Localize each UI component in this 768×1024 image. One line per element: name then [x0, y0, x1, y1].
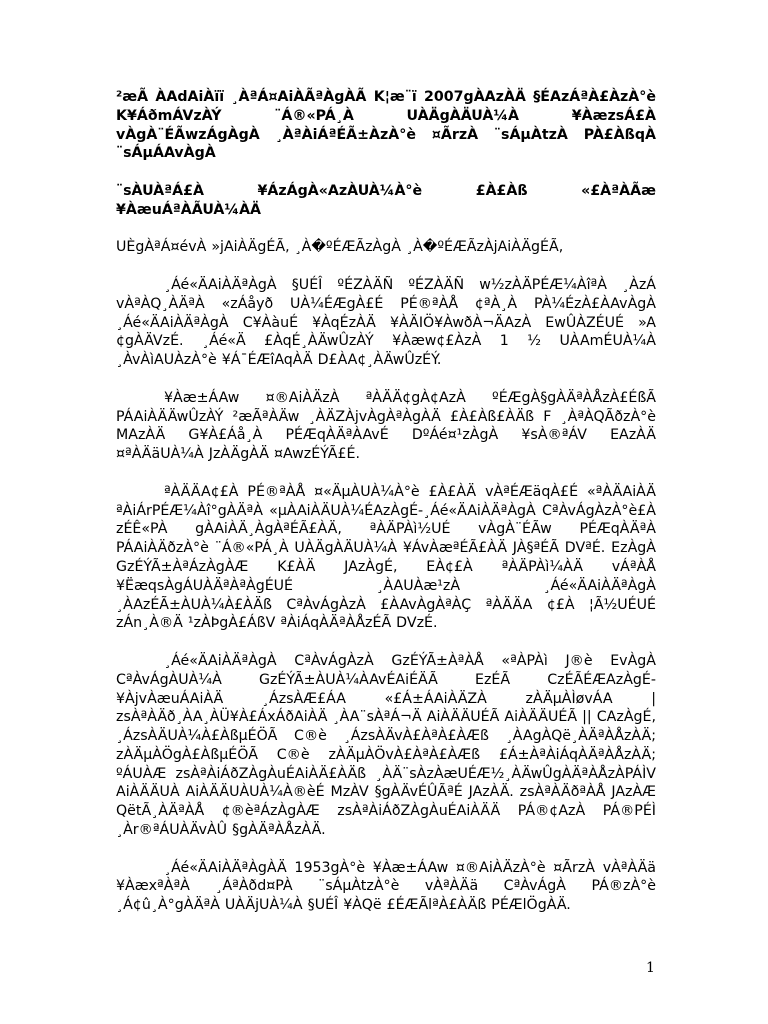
body-paragraph-5: ¸Áé«ÄAiÀÄªÀgÀÄ 1953gÀ°è ¥Àæ±ÁAw ¤®AiÀÄzÀ°è ¤ÃrzÀ vÀªÀÄä ¥ÀæxªÀªÀ ¸ÁªÀðd¤PÀ ¨sÁµÀtzÀ°è vÀªÀÄä CªÀvÁgÀ PÁ®zÀ°è ¸Á¢û¸À°gÀÄªÀ UÀÄjUÀ¼À §UÉÎ ¥ÀQë £ÉÆÃlªÀ£ÀÄß PÉÆlÖgÀÄ.: [116, 859, 656, 914]
body-paragraph-3: ªÀÄÄA¢£À PÉ®ªÀÅ ¤«ÄµÀUÀ¼À°è £À£ÀÄ vÀªÉÆäqÀ£É «ªÀÄAiÀÄ ªÀiÁrPÉÆ¼Àî°gÀÄªÀ «µÀAiÀÄUÀ¼ÉAzÀgÉ-¸Áé«ÄAiÀÄªÀgÀ CªÀvÁgÀzÀ°è£À zÉÊ«PÀ gÀAiÀÄ¸ÀgÀªÉÃ£ÀÄ, ªÀÄPÀì½UÉ vÀgÀ¨ÉÃw PÉÆqÀÄªÀ PÁAiÀÄðzÀ°è ¨Á®«PÁ¸À UÀÄgÀÄUÀ¼À ¥ÁvÀæªÉÃ£ÀÄ JÀ§ªÉÃ DVªÉ. EzÀgÀ GzÉÝÃ±ÀªÁzÀgÀÆ K£ÀÄ JAzÀgÉ, EÀ¢£À ªÀÄPÀì¼ÀÄ vÁªÀÅ ¥ËæqsÀgÁUÀÄªÀªÀgÉUÉ ¸ÀAUÀæ¹zÀ ¸Áé«ÄAiÀÄªÀgÀ ¸ÀAzÉÃ±ÀUÀ¼À£ÀÄß CªÀvÁgÀzÀ £ÀAvÀgÀªÀÇ ªÀÄÄA ¢£À ¦Ã½UÉUÉ zÁn¸À®Ä ¹zÀÞgÀ£ÁßV ªÀiÁqÀÄªÀÅzÉÃ DVzÉ.: [116, 483, 656, 632]
body-paragraph-1: ¸Áé«ÄAiÀÄªÀgÀ §UÉÎ ºÉZÀÄÑ ºÉZÀÄÑ w½zÀÄPÉÆ¼ÀîªÀ ¸ÀzÁ vÀªÀQ¸ÀÄªÀ «zÁåyð UÀ¼ÉÆgÀ£É PÉ®ªÀÅ ¢ªÀ¸À PÀ¼ÉzÀ£ÀAvÀgÀ ¸Áé«ÄAiÀÄªÀgÀ C¥ÀàuÉ ¥ÀqÉzÀÄ ¥ÀÄIÖ¥ÀwðÀ¬ÄAzÀ EwÛÀZÉUÉ »A ¢gÀÄVzÉ. ¸Áé«Ä £ÀqÉ¸ÀÄwÛzÀÝ ¥Àæw¢£ÀzÀ 1 ½ UÀAmÉUÀ¼À ¸ÀvÀìAUÀzÀ°è ¥Á¯ÉÆîAqÀÄ D£ÀA¢¸ÀÄwÛzÉÝ.: [116, 276, 656, 369]
document-title-line-2: ¨sÀUÀªÁ£À ¥ÁzÁgÀ«AzÀUÀ¼À°è £À£Àß «£ÀªÀÃæ ¥ÀæuÁªÀÃUÀ¼ÀÄ: [116, 182, 656, 218]
document-body: [116, 88, 656, 915]
body-paragraph-2: ¥Àæ±ÁAw ¤®AiÀÄzÀ ªÀÄÄ¢gÀ¢AzÀ ºÉÆgÀ§gÀÄªÀÅzÀ£ÉßÃ PÁAiÀÄÄwÛzÀÝ ²æÃªÀÄw ¸ÀÄZÀjvÀgÀªÀgÀÄ £À£Àß£ÀÄß F ¸ÀªÀQÃðzÀ°è MAzÀÄ G¥À£Áå¸À PÉÆqÀÄªÀAvÉ DºÁé¤¹zÀgÀ ¥sÀ®ªÁV EAzÀÄ ¤ªÀÄäUÀ¼À JzÀÄgÀÄ ¤AwzÉÝÃ£É.: [116, 389, 656, 463]
body-paragraph-4: ¸Áé«ÄAiÀÄªÀgÀ CªÀvÁgÀzÀ GzÉÝÃ±ÀªÀÅ «ªÀPÀì J®è EvÀgÀ CªÀvÁgÀUÀ¼À GzÉÝÃ±ÀUÀ¼ÀAvÉAiÉÄÃ EzÉÃ CzÉÃÉÆAzÀgÉ-¥ÀjvÀæuÁAiÀÄ ¸ÁzsÀÆ£ÁA «£Á±ÁAiÀÄZÀ zÀÄµÀÌøvÁA | zsÀªÀÄð¸ÀA¸ÀÜ¥À£ÁxÁðAiÀÄ ¸ÀA¨sÀªÁ¬Ä AiÀÄÄUÉÃ AiÀÄÄUÉÃ || CAzÀgÉ, ¸ÁzsÀÄUÀ¼À£ÀßµÉÖÃ C®è ¸ÁzsÀÄvÀ£ÀªÀ£ÀÆß ¸ÀAgÀQë¸ÀÄªÀÅzÀÄ; zÀÄµÀÖgÀ£ÀßµÉÖÃ C®è zÀÄµÀÖvÀ£ÀªÀ£ÀÆß £Á±ÀªÀiÁqÀÄªÀÅzÀÄ; ºÁUÀÆ zsÀªÀiÁðZÀgÀuÉAiÀÄ£ÀÄß ¸ÀÄ¨sÀzÀæUÉÆ½¸ÀÄwÛgÀÄªÀÅzÀPÁÌV AiÀÄÄUÀ AiÀÄÄUÀUÀ¼À®èÉ MzÀV §gÀÄvÉÛÃªÉ JAzÀÄ. zsÀªÀÄðªÀÅ JAzÀÆ QëtÃ¸ÀÄªÀÅ ¢®èªÁzÀgÀÆ zsÀªÀiÁðZÀgÀuÉAiÀÄÄ PÁ®¢AzÀ PÁ®PÉÌ ¸Àr®ªÁUÀÄvÀÛ §gÀÄªÀÅzÀÄ.: [116, 652, 656, 839]
document-title-line-1: ²æÃ ÀAdAiÀïï ¸ÀªÁ¤AiÀÃªÀgÀÃ K¦æ¨ï 2007gÀAzÀÄ §ÉAzÁªÀ£ÀzÀ°è K¥ÁðmÁVzÀÝ ¨Á®«PÁ¸À UÀÄgÀÄUÀ¼À ¥ÀæzsÁ£À vÀgÀ¨ÉÃwzÁgÀgÀ ¸ÀªÀiÁªÉÃ±ÀzÀ°è ¤ÃrzÀ ¨sÁµÀtzÀ PÀ£ÀßqÀ ¨sÁµÁAvÀgÀ: [116, 89, 656, 162]
page-number: 1: [646, 960, 655, 976]
salutation: UÈgÀªÁ¤évÀ »jAiÀÄgÉÃ, ¸À�ºÉÆÃzÀgÀ ¸À�ºÉÆÃzÀjAiÀÄgÉÃ,: [116, 239, 564, 256]
